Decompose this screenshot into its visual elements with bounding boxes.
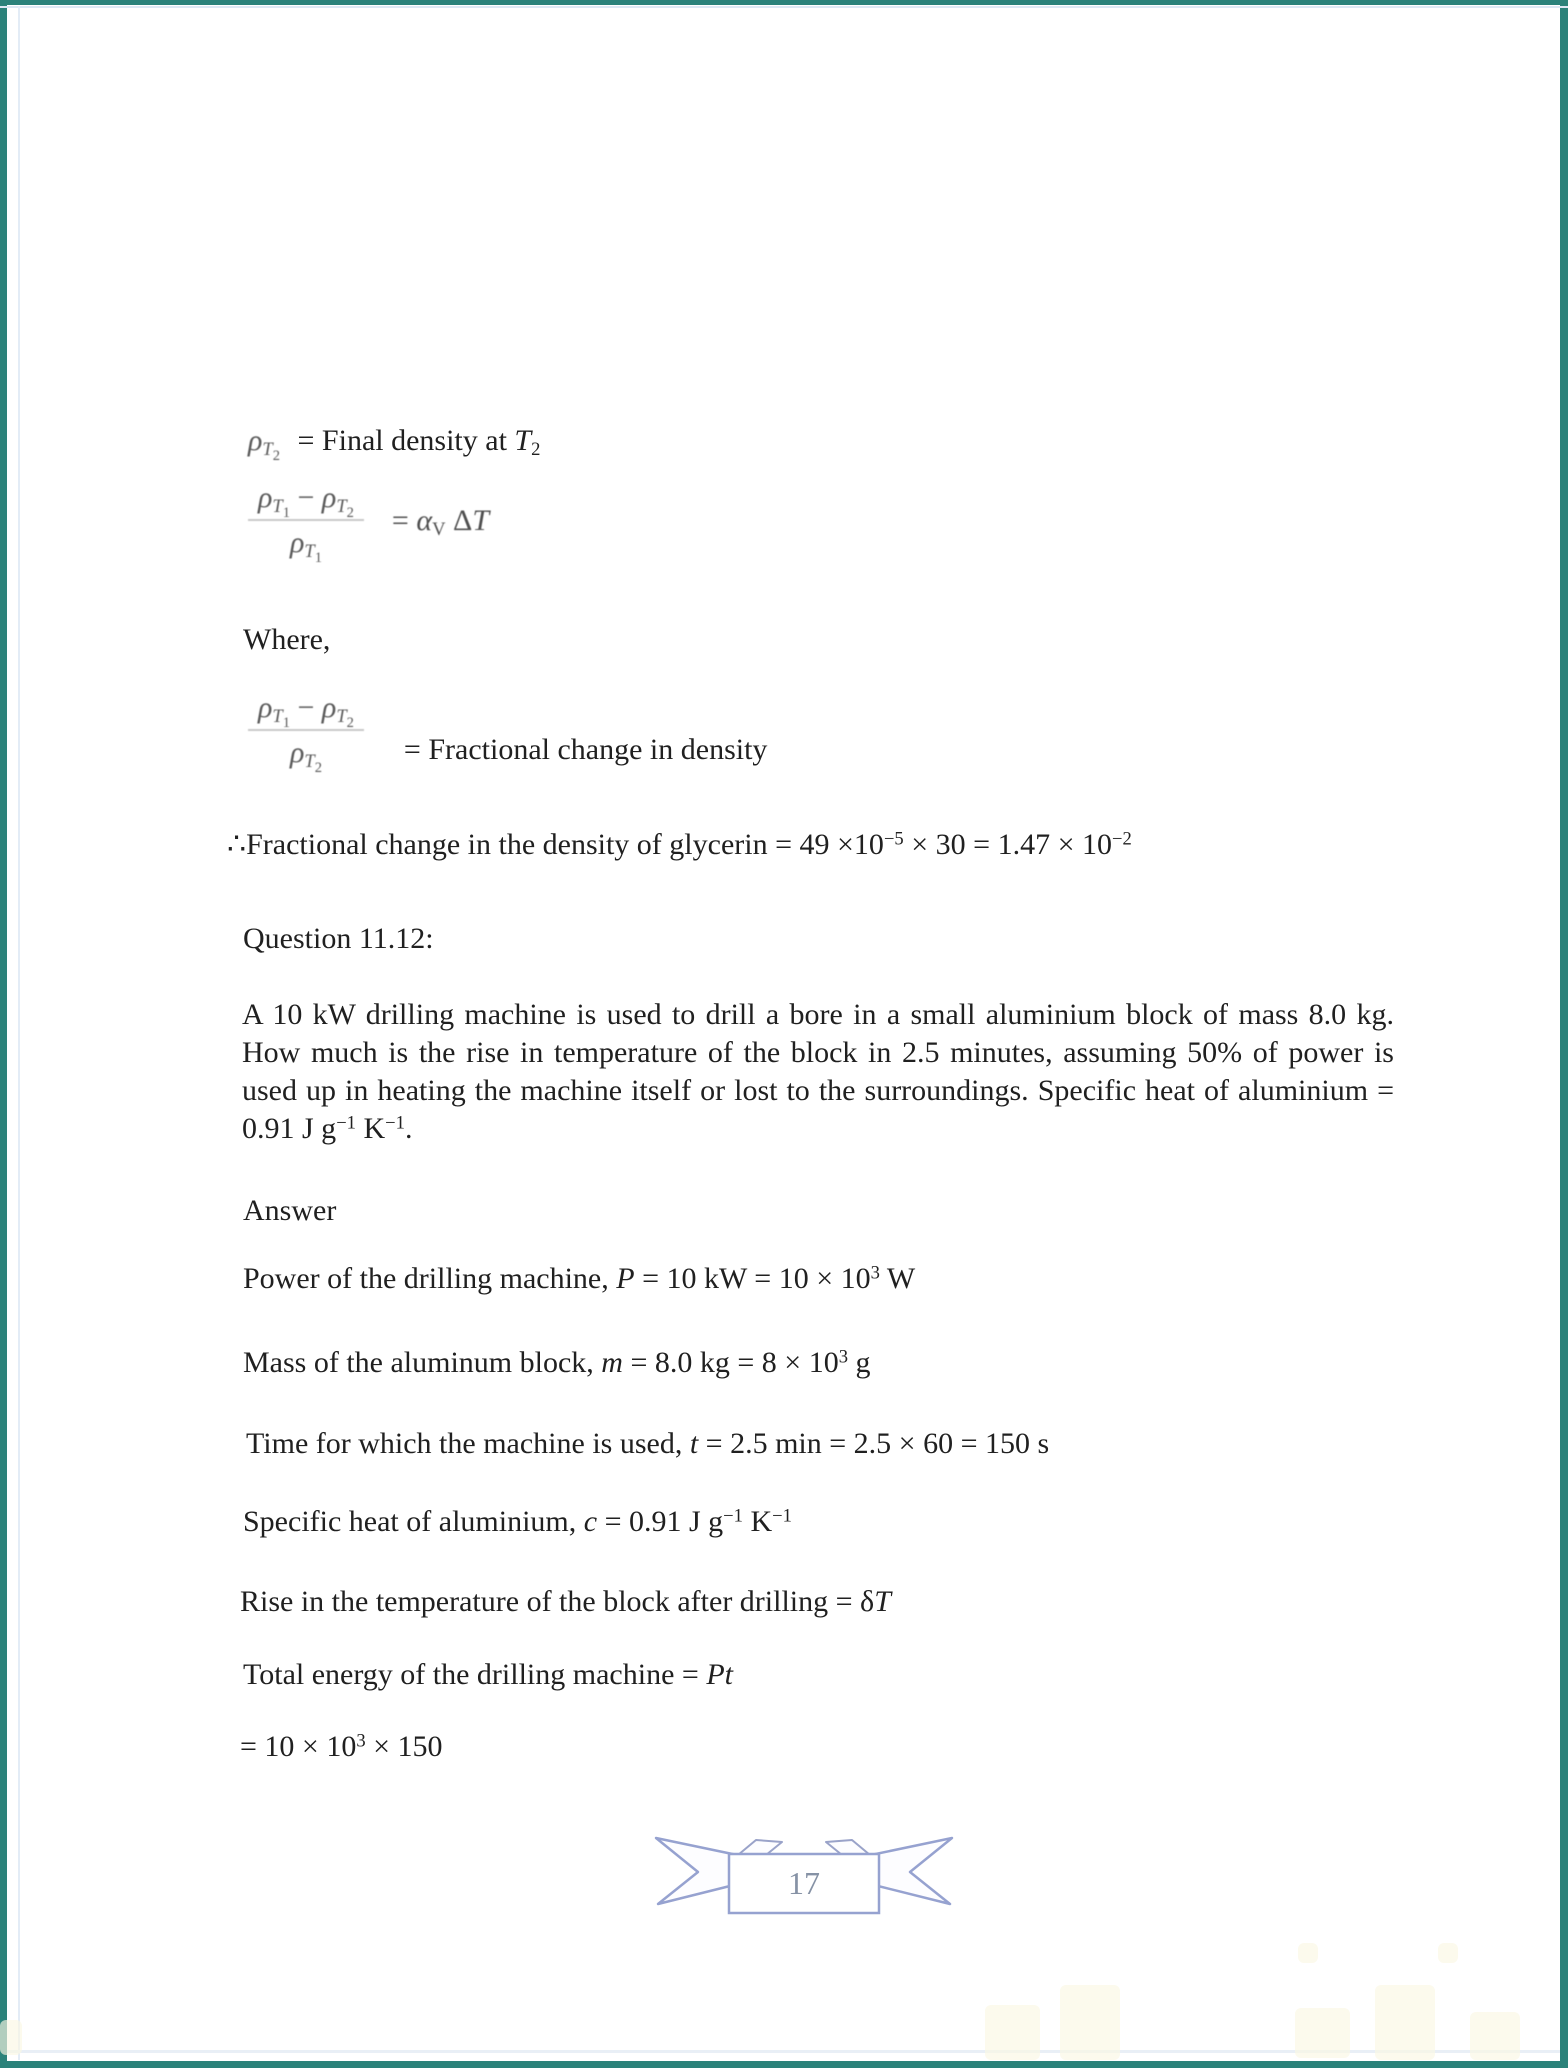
answer-line-time: Time for which the machine is used, t = 2.5 min = 2.5 × 60 = 150 s (246, 1427, 1050, 1460)
fraction-2-rhs: = Fractional change in density (403, 733, 768, 766)
watermark-blob (1295, 2008, 1350, 2058)
where-label: Where, (243, 623, 331, 656)
fraction-2 (248, 691, 364, 777)
answer-heading: Answer (243, 1194, 337, 1227)
page-number: 17 (788, 1865, 820, 1901)
fraction-2-denominator: $\rho_{T_2}$ (289, 736, 322, 777)
eq-density-fraction (248, 481, 490, 567)
watermark-blob (1060, 1985, 1120, 2060)
eq-final-density-text: = Final density at $T_2$ (297, 424, 541, 461)
answer-line-specific-heat: Specific heat of aluminium, c = 0.91 J $g^{-1}$ $K^{-1}$ (243, 1505, 792, 1538)
answer-line-rise: Rise in the temperature of the block after drilling = δT (240, 1585, 891, 1618)
answer-line-power: Power of the drilling machine, P = 10 kW = $10 \times 10^3$ W (243, 1262, 916, 1295)
question-body: A 10 kW drilling machine is used to drill a bore in a small aluminium block of mass 8.0 kg. How much is the rise in temperature of the block in 2.5 minutes, assuming 50% of power is used up in heating the machine itself or lost to the surroundings. Specific heat of aluminium = 0.91 J $g^{-1}$ $K^{-1}$. (242, 998, 1394, 1145)
conclusion-line: ∴Fractional change in the density of glycerin = $49 \times 10^{-5} \times 30 = 1.47 \times 10^{-2}$ (227, 828, 1132, 861)
watermark-blob (1470, 2012, 1520, 2060)
fraction-2-numerator: $\rho_{T_1} - \rho_{T_2}$ (248, 691, 364, 731)
fraction-1-denominator: $\rho_{T_1}$ (289, 526, 322, 567)
page-number-ribbon (650, 1830, 958, 1930)
eq-final-density (248, 423, 541, 465)
fraction-1-numerator: $\rho_{T_1} - \rho_{T_2}$ (248, 481, 364, 521)
watermark-blob (985, 2005, 1040, 2060)
eq-fractional-change (248, 691, 768, 777)
fraction-1-rhs: = $\alpha_V$ ΔT (391, 503, 490, 540)
watermark-blob (1375, 1985, 1435, 2060)
watermark-blob (1298, 1943, 1318, 1963)
answer-line-energy-value: = $10 \times 10^3 \times 150$ (240, 1730, 443, 1763)
answer-line-total-energy: Total energy of the drilling machine = Pt (243, 1658, 733, 1691)
answer-line-mass: Mass of the aluminum block, m = 8.0 kg = $8 \times 10^3$ g (243, 1346, 871, 1379)
question-heading: Question 11.12: (243, 922, 434, 955)
rho-t2-symbol: $\rho_{T_2}$ (248, 424, 280, 465)
fraction-1 (248, 481, 364, 567)
watermark-blob (0, 2020, 22, 2055)
watermark-blob (1438, 1943, 1458, 1963)
